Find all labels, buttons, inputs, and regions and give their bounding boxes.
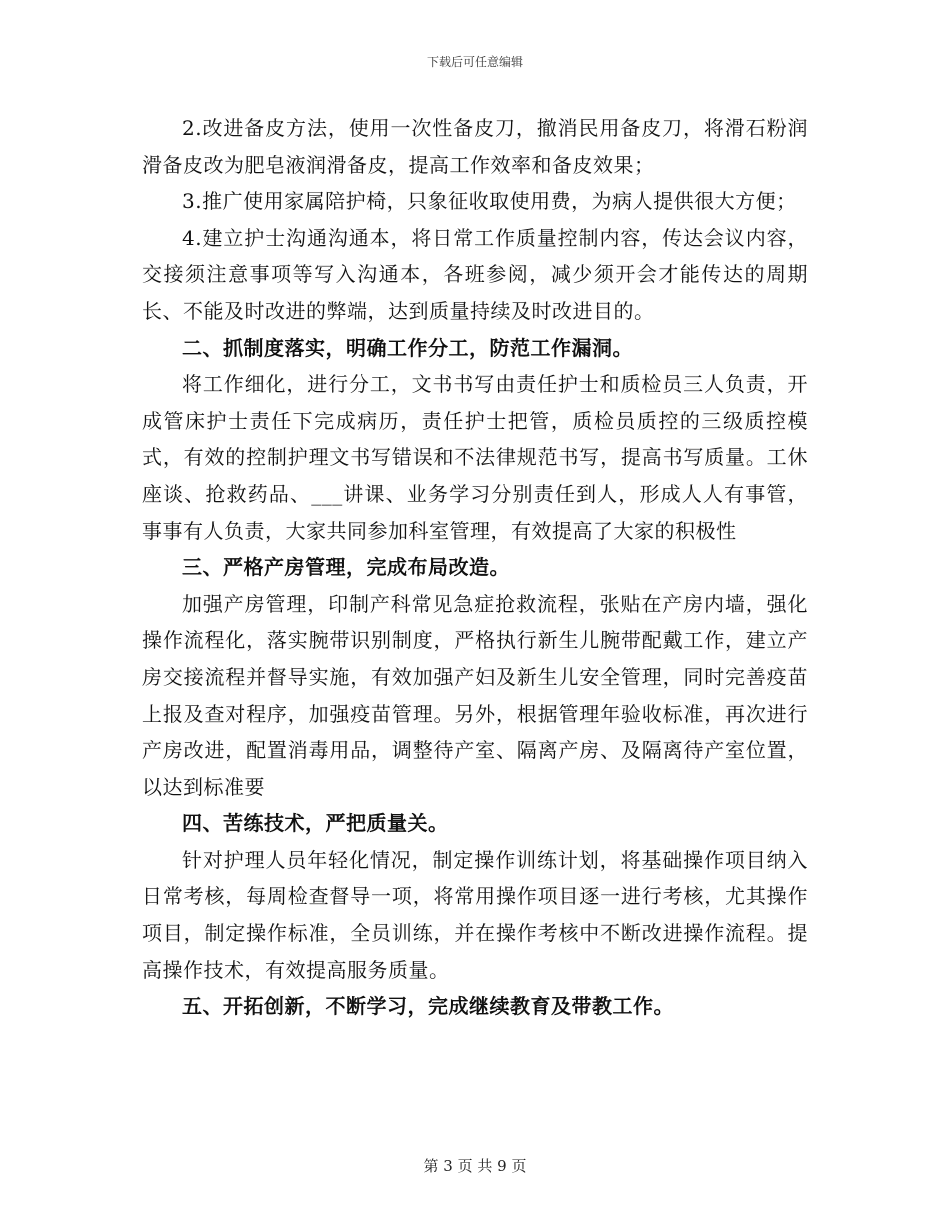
paragraph-section-2: 将工作细化，进行分工，文书书写由责任护士和质检员三人负责，开成管床护士责任下完成病历，责任护士把管，质检员质控的三级质控模式，有效的控制护理文书写错误和不法律规范书写，提高书写质量。工休座谈、抢救药品、___讲课、业务学习分别责任到人，形成人人有事管，事事有人负责，大家共同参加科室管理，有效提高了大家的积极性 bbox=[142, 372, 808, 543]
paragraph-section-3: 加强产房管理，印制产科常见急症抢救流程，张贴在产房内墙，强化操作流程化，落实腕带识别制度，严格执行新生儿腕带配戴工作，建立产房交接流程并督导实施，有效加强产妇及新生儿安全管理，同时完善疫苗上报及查对程序，加强疫苗管理。另外，根据管理年验收标准，再次进行产房改进，配置消毒用品，调整待产室、隔离产房、及隔离待产室位置，以达到标准要 bbox=[142, 591, 808, 799]
section-heading-5: 五、开拓创新，不断学习，完成继续教育及带教工作。 bbox=[182, 994, 674, 1019]
section-heading-2: 二、抓制度落实，明确工作分工，防范工作漏洞。 bbox=[182, 335, 633, 360]
page-number: 第 3 页 共 9 页 bbox=[423, 1157, 527, 1175]
paragraph-item-2: 2.改进备皮方法，使用一次性备皮刀，撤消民用备皮刀，将滑石粉润滑备皮改为肥皂液润滑备皮，提高工作效率和备皮效果； bbox=[142, 116, 808, 177]
section-heading-3: 三、严格产房管理，完成布局改造。 bbox=[182, 555, 510, 580]
document-body bbox=[142, 110, 808, 1025]
paragraph-section-4: 针对护理人员年轻化情况，制定操作训练计划，将基础操作项目纳入日常考核，每周检查督导一项，将常用操作项目逐一进行考核，尤其操作项目，制定操作标准，全员训练，并在操作考核中不断改进操作流程。提高操作技术，有效提高服务质量。 bbox=[142, 847, 808, 982]
page-header: 下载后可任意编辑 bbox=[426, 55, 523, 69]
paragraph-item-4: 4.建立护士沟通沟通本，将日常工作质量控制内容，传达会议内容，交接须注意事项等写入沟通本，各班参阅，减少须开会才能传达的周期长、不能及时改进的弊端，达到质量持续及时改进目的。 bbox=[142, 225, 808, 323]
section-heading-4: 四、苦练技术，严把质量关。 bbox=[182, 811, 449, 836]
paragraph-item-3: 3.推广使用家属陪护椅，只象征收取使用费，为病人提供很大方便； bbox=[182, 189, 797, 214]
